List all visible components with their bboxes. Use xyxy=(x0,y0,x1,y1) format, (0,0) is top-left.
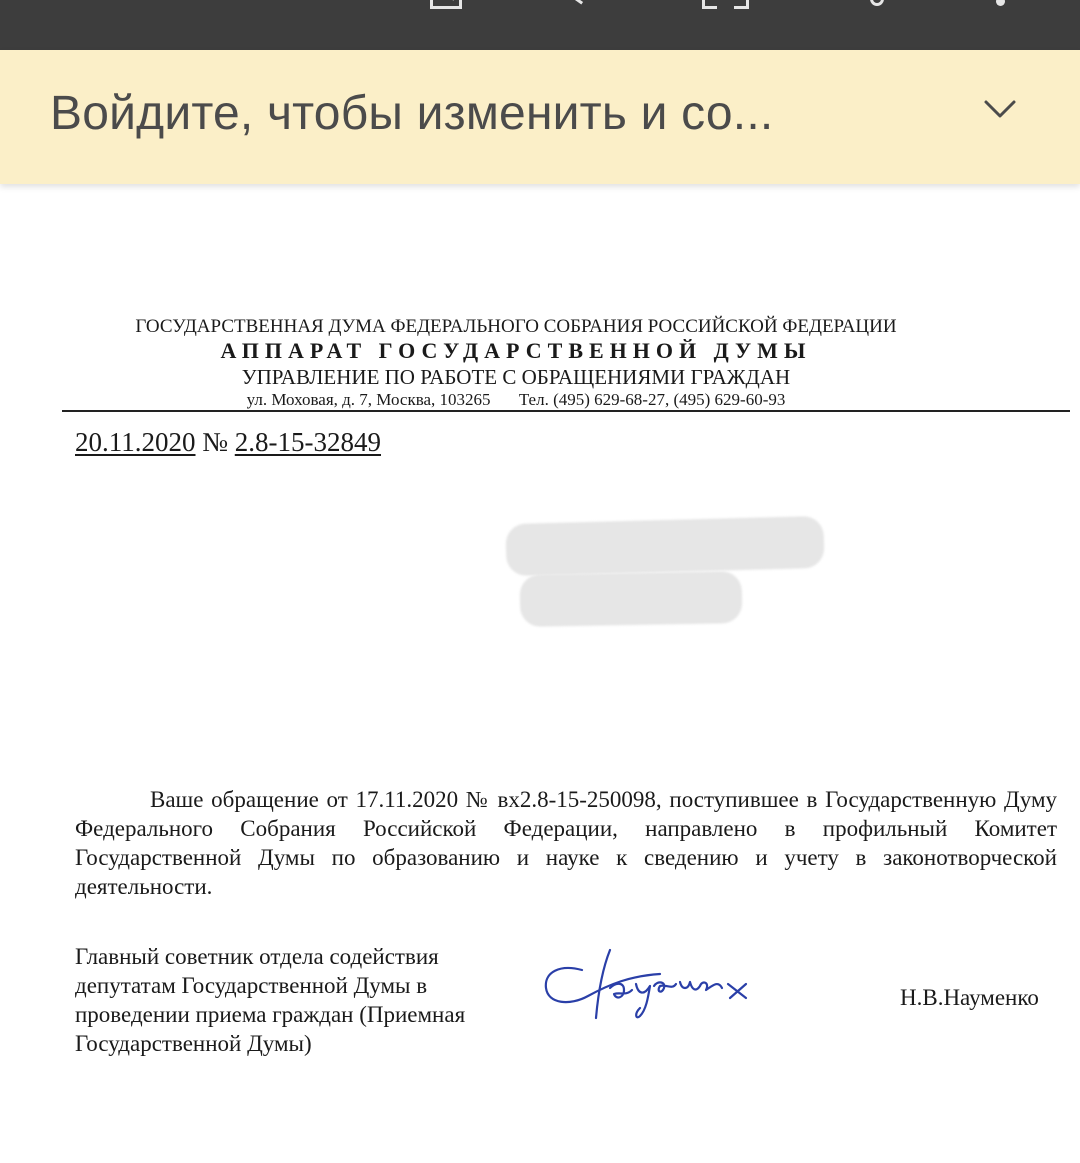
header-phone: Тел. (495) 629-68-27, (495) 629-60-93 xyxy=(518,390,786,409)
more-icon[interactable] xyxy=(996,0,1006,10)
letter-paragraph: Ваше обращение от 17.11.2020 № вх2.8-15-250098, поступившее в Государственную Думу Федерального Собрания Российской Федерации, направлено в профильный Комитет Государственной Думы по образованию и науке к сведению и учету в законотворческой деятельности. xyxy=(75,787,1057,899)
undo-icon[interactable] xyxy=(560,0,590,10)
header-address: ул. Моховая, д. 7, Москва, 103265 xyxy=(246,390,491,409)
signer-position: Главный советник отдела содействия депутатам Государственной Думы в проведении приема граждан (Приемная Государственной Думы) xyxy=(75,944,466,1056)
redaction-blot xyxy=(520,571,743,627)
sign-in-banner[interactable] xyxy=(0,50,1080,184)
header-divider xyxy=(62,410,1070,412)
edit-icon[interactable] xyxy=(428,0,470,10)
header-line-duma: ГОСУДАРСТВЕННАЯ ДУМА ФЕДЕРАЛЬНОГО СОБРАНИЯ РОССИЙСКОЙ ФЕДЕРАЦИИ xyxy=(135,316,897,337)
reg-number: 2.8-15-32849 xyxy=(234,427,381,457)
banner-text: Войдите, чтобы изменить и со... xyxy=(50,87,774,140)
header-line-apparat: АППАРАТ ГОСУДАРСТВЕННОЙ ДУМЫ xyxy=(220,338,812,363)
search-icon[interactable] xyxy=(868,0,892,10)
header-line-department: УПРАВЛЕНИЕ ПО РАБОТЕ С ОБРАЩЕНИЯМИ ГРАЖДАН xyxy=(241,365,791,389)
document-page xyxy=(0,195,1080,1163)
reg-no-sign: № xyxy=(202,427,229,457)
header-contacts xyxy=(0,390,1056,410)
registration-number xyxy=(75,427,381,458)
top-toolbar xyxy=(0,0,1080,50)
chevron-down-icon[interactable] xyxy=(980,90,1020,130)
redaction-blot xyxy=(505,516,824,576)
handwritten-signature xyxy=(540,940,760,1030)
letter-body xyxy=(75,785,1057,901)
fit-page-icon[interactable] xyxy=(700,0,752,10)
reg-date: 20.11.2020 xyxy=(75,427,196,457)
signer-name: Н.В.Науменко xyxy=(900,985,1039,1010)
